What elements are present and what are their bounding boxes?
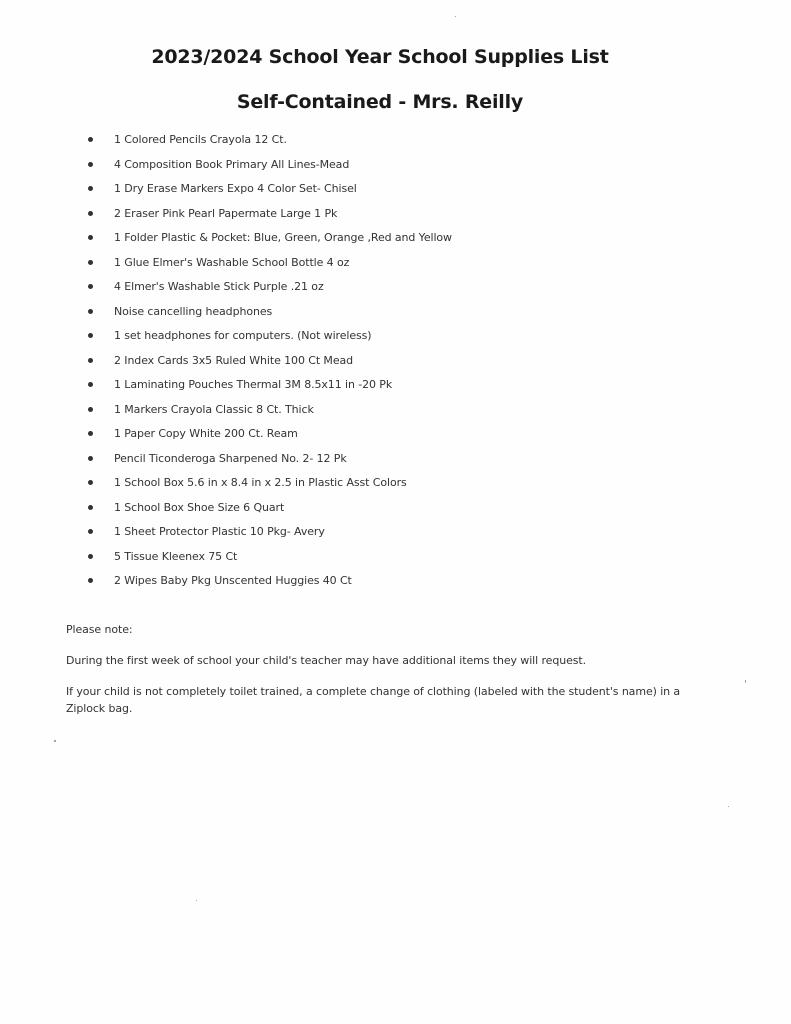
scan-speck <box>196 900 197 901</box>
bullet-icon <box>88 554 93 559</box>
list-item-text: 5 Tissue Kleenex 75 Ct <box>114 549 238 563</box>
bullet-icon <box>88 480 93 485</box>
list-item <box>86 156 452 181</box>
list-item-text: Noise cancelling headphones <box>114 304 273 318</box>
bullet-icon <box>88 382 93 387</box>
bullet-icon <box>88 578 93 583</box>
list-item-text: 1 Folder Plastic & Pocket: Blue, Green, Orange ,Red and Yellow <box>114 231 452 244</box>
list-item-text: 4 Composition Book Primary All Lines-Mead <box>114 157 350 171</box>
list-item-text: 1 Paper Copy White 200 Ct. Ream <box>114 427 298 440</box>
list-item <box>86 425 452 450</box>
list-item <box>86 327 452 352</box>
bullet-icon <box>88 431 93 436</box>
bullet-icon <box>88 211 93 216</box>
list-item <box>86 254 452 279</box>
note-paragraph-2: If your child is not completely toilet trained, a complete change of clothing (labeled with the student's name) in a Ziplock bag. <box>66 685 681 715</box>
list-item-text: 1 set headphones for computers. (Not wireless) <box>114 329 372 342</box>
scan-speck <box>455 16 456 17</box>
list-item-text: 2 Eraser Pink Pearl Papermate Large 1 Pk <box>114 206 338 220</box>
list-item-text: 1 Colored Pencils Crayola 12 Ct. <box>114 133 287 146</box>
list-item <box>86 401 452 426</box>
scan-speck <box>745 680 746 683</box>
bullet-icon <box>88 186 93 191</box>
bullet-icon <box>88 309 93 314</box>
bullet-icon <box>88 358 93 363</box>
bullet-icon <box>88 162 93 167</box>
note-label: Please note: <box>66 623 133 636</box>
page-title: 2023/2024 School Year School Supplies List <box>151 46 609 68</box>
list-item-text: 1 School Box 5.6 in x 8.4 in x 2.5 in Plastic Asst Colors <box>114 476 407 489</box>
list-item <box>86 376 452 401</box>
list-item <box>86 548 452 573</box>
list-item <box>86 572 452 597</box>
list-item <box>86 303 452 328</box>
bullet-icon <box>88 529 93 534</box>
bullet-icon <box>88 407 93 412</box>
bullet-icon <box>88 137 93 142</box>
page-subtitle: Self-Contained - Mrs. Reilly <box>236 91 524 113</box>
list-item <box>86 278 452 303</box>
supply-list <box>86 131 452 597</box>
list-item <box>86 499 452 524</box>
list-item <box>86 523 452 548</box>
note-paragraph-1: During the first week of school your child's teacher may have additional items they will request. <box>66 654 586 667</box>
list-item-text: 1 Sheet Protector Plastic 10 Pkg- Avery <box>114 525 325 538</box>
list-item-text: Pencil Ticonderoga Sharpened No. 2- 12 Pk <box>114 451 347 465</box>
list-item <box>86 229 452 254</box>
list-item-text: 4 Elmer's Washable Stick Purple .21 oz <box>114 280 324 293</box>
bullet-icon <box>88 260 93 265</box>
list-item <box>86 205 452 230</box>
scan-speck <box>728 806 729 807</box>
scan-speck <box>54 740 56 742</box>
list-item <box>86 450 452 475</box>
list-item-text: 1 Glue Elmer's Washable School Bottle 4 oz <box>114 255 350 269</box>
list-item-text: 1 Markers Crayola Classic 8 Ct. Thick <box>114 402 314 416</box>
list-item-text: 1 School Box Shoe Size 6 Quart <box>114 500 285 514</box>
list-item <box>86 180 452 205</box>
list-item <box>86 352 452 377</box>
bullet-icon <box>88 333 93 338</box>
list-item-text: 1 Laminating Pouches Thermal 3M 8.5x11 in -20 Pk <box>114 378 393 391</box>
list-item <box>86 131 452 156</box>
bullet-icon <box>88 505 93 510</box>
bullet-icon <box>88 456 93 461</box>
list-item <box>86 474 452 499</box>
bullet-icon <box>88 235 93 240</box>
list-item-text: 2 Index Cards 3x5 Ruled White 100 Ct Mead <box>114 353 354 367</box>
bullet-icon <box>88 284 93 289</box>
list-item-text: 1 Dry Erase Markers Expo 4 Color Set- Chisel <box>114 182 357 195</box>
list-item-text: 2 Wipes Baby Pkg Unscented Huggies 40 Ct <box>114 574 352 587</box>
